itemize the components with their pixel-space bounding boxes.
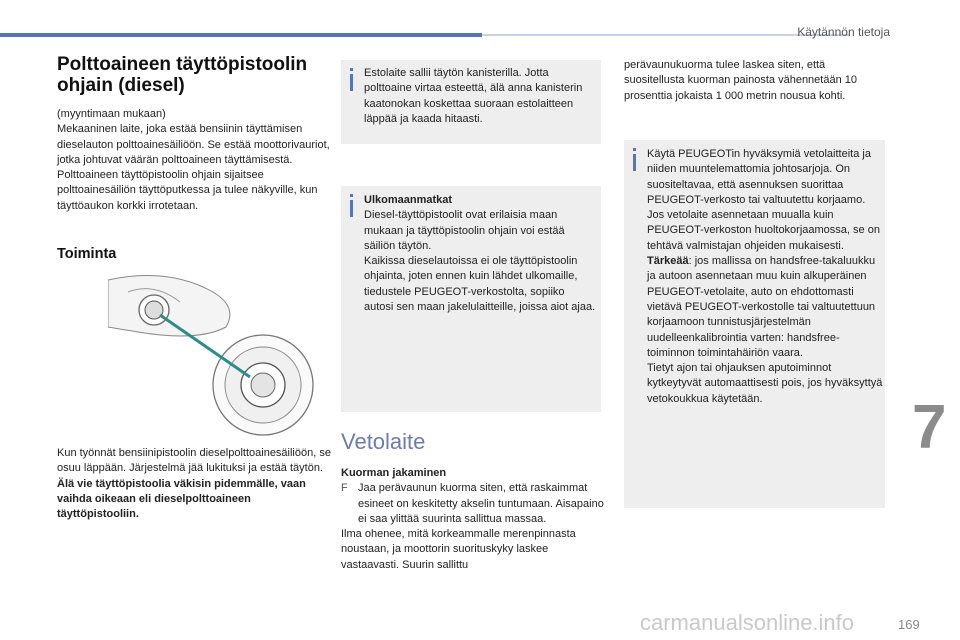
section-header: Käytännön tietoja [797, 25, 890, 39]
watermark: carmanualsonline.info [640, 610, 855, 635]
section-title-vetolaite: Vetolaite [341, 429, 426, 454]
toiminta-text [57, 446, 335, 522]
intro-line: (myyntimaan mukaan) [57, 108, 166, 120]
load-heading: Kuorman jakaminen [341, 467, 447, 479]
altitude-text: Ilma ohenee, mitä korkeammalle merenpinnasta noustaan, ja moottorin suorituskyky laskee vastaavasti. Suurin sallittu [341, 528, 576, 571]
info-box-text: Tietyt ajon tai ohjauksen aputoiminnot kytkeytyvät automaattisesti pois, jos hyväksyttyä vetokoukkua käytetään. [647, 362, 883, 405]
list-item [341, 481, 606, 527]
subheading-toiminta: Toiminta [57, 246, 117, 262]
info-box-towbar [624, 140, 885, 508]
toiminta-warning: Älä vie täyttöpistoolia väkisin pidemmälle, vaan vaihda oikeaan eli dieselpolttoaineen täyttöpistooliin. [57, 477, 306, 521]
intro-text [57, 107, 335, 214]
bullet-icon: F [341, 482, 348, 495]
toiminta-line: Kun työnnät bensiinipistoolin dieselpolttoainesäiliöön, se osuu läppään. Järjestelmä jää lukituksi ja estää täytön. [57, 447, 331, 475]
chapter-number: 7 [912, 393, 947, 462]
fuel-nozzle-illustration [108, 272, 318, 440]
page-title: Polttoaineen täyttöpistoolin ohjain (diesel) [57, 54, 308, 96]
continued-paragraph: perävaunukuorma tulee laskea siten, että suositellusta kuorman painosta vähennetään 10 prosenttia jokaista 1 000 metrin nousua kohti. [624, 59, 857, 102]
info-box-important [647, 254, 883, 361]
info-box-text: Käytä PEUGEOTin hyväksymiä vetolaitteita ja niiden muuntelemattomia johtosarjoja. On suositeltavaa, että asennuksen suorittaa PEUGEOT-verkosto tai valtuutettu korjaamo. [647, 148, 871, 206]
important-text: : jos mallissa on handsfree-takaluukku ja autoon asennetaan muu kuin alkuperäinen PEUGEOT-vetolaite, auto on ehdottomasti vietävä PEUGEOT-verkostolle tai valtuutettuun korjaamoon tunnistusjärjestelmän uudelleenkalibrointia varten: handsfree-toiminnon toimintahäiriön vaara. [647, 255, 876, 359]
info-box-canister [341, 60, 601, 144]
info-icon [350, 74, 353, 91]
info-icon [350, 200, 353, 217]
info-icon [633, 154, 636, 171]
intro-line: Polttoaineen täyttöpistoolin ohjain sijaitsee polttoainesäiliön täyttöputkessa ja tulee näkyville, kun täyttöaukon korkki irrotetaan. [57, 169, 318, 212]
continued-text [624, 58, 884, 104]
important-label: Tärkeää [647, 255, 689, 268]
intro-line: Mekaaninen laite, joka estää bensiinin täyttämisen dieselauton polttoainesäiliöön. Se estää moottorivauriot, jotka johtuvat väärän polttoaineen täyttämisestä. [57, 123, 330, 166]
info-box-text: Kaikissa dieselautoissa ei ole täyttöpistoolin ohjainta, joten ennen kuin lähdet ulkomaille, tiedustele PEUGEOT-verkostolta, sopiiko autosi sen maan jakelulaitteille, joissa aiot ajaa. [364, 255, 596, 314]
load-distribution-text [341, 466, 606, 573]
page-number: 169 [898, 617, 920, 632]
info-box-text: Diesel-täyttöpistoolit ovat erilaisia maan mukaan ja täyttöpistoolin ohjain voi estää säiliön täytön. [364, 209, 565, 252]
top-accent-bar [0, 33, 482, 37]
info-box-abroad [341, 186, 601, 412]
info-box-heading: Ulkomaanmatkat [364, 194, 453, 206]
info-box-text: Jos vetolaite asennetaan muualla kuin PEUGEOT-verkoston huoltokorjaamossa, se on tehtävä valmistajan ohjeiden mukaisesti. [647, 209, 880, 252]
bullet-text: Jaa perävaunun kuorma siten, että raskaimmat esineet on keskitetty akselin tuntumaan. Aisapaino ei saa ylittää suurinta sallittua massaa. [358, 482, 604, 525]
info-box-text: Estolaite sallii täytön kanisterilla. Jotta polttoaine virtaa esteettä, älä anna kanisterin kaatonokan koskettaa suoraan estolaitteen läppää ja kaada hitaasti. [364, 67, 583, 125]
